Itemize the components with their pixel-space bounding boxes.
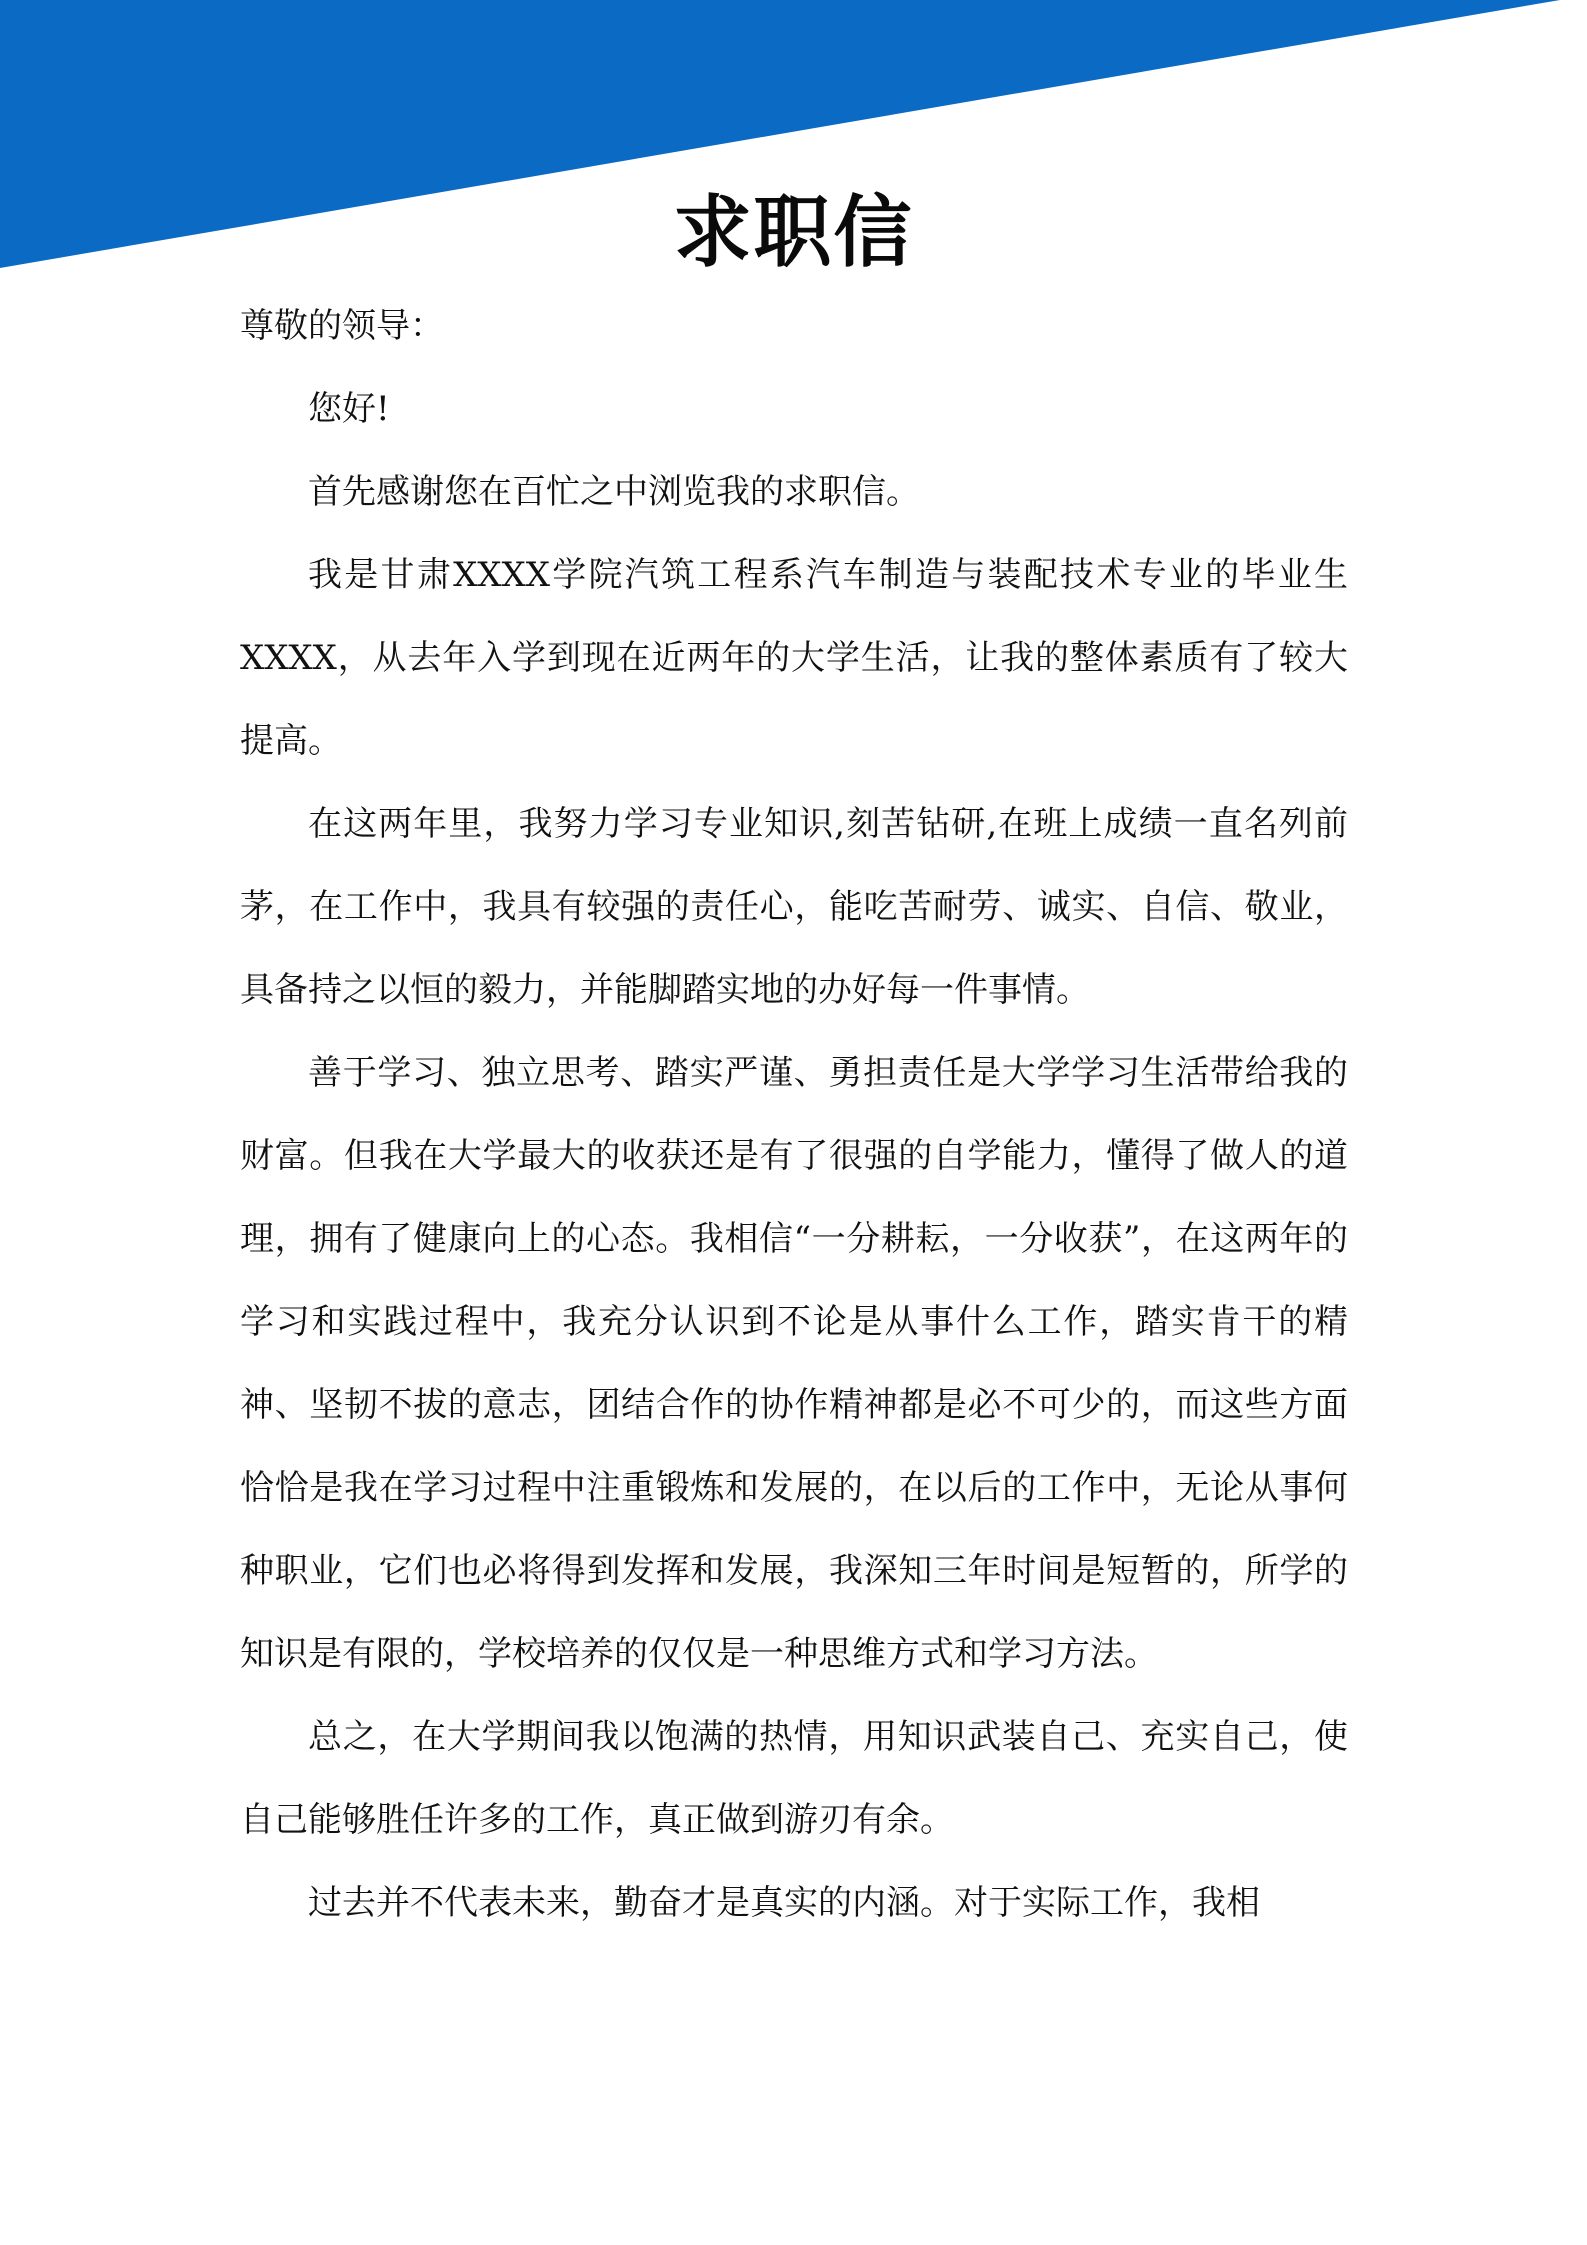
paragraph-study: 在这两年里，我努力学习专业知识,刻苦钻研,在班上成绩一直名列前茅，在工作中，我具有较强的责任心，能吃苦耐劳、诚实、自信、敬业，具备持之以恒的毅力，并能脚踏实地的办好每一件事情。 bbox=[240, 804, 1348, 1010]
paragraph-introduction: 我是甘肃XXXX学院汽筑工程系汽车制造与装配技术专业的毕业生XXXX，从去年入学到现在近两年的大学生活，让我的整体素质有了较大提高。 bbox=[240, 555, 1348, 761]
paragraph-greeting: 您好! bbox=[308, 389, 390, 429]
paragraph-summary: 总之，在大学期间我以饱满的热情，用知识武装自己、充实自己，使自己能够胜任许多的工作，真正做到游刃有余。 bbox=[240, 1717, 1348, 1840]
paragraph-thanks: 首先感谢您在百忙之中浏览我的求职信。 bbox=[308, 472, 920, 512]
paragraph-gains: 善于学习、独立思考、踏实严谨、勇担责任是大学学习生活带给我的财富。但我在大学最大的收获还是有了很强的自学能力，懂得了做人的道理，拥有了健康向上的心态。我相信“一分耕耘，一分收获”，在这两年的学习和实践过程中，我充分认识到不论是从事什么工作，踏实肯干的精神、坚韧不拔的意志，团结合作的协作精神都是必不可少的，而这些方面恰恰是我在学习过程中注重锻炼和发展的，在以后的工作中，无论从事何种职业，它们也必将得到发挥和发展，我深知三年时间是短暂的，所学的知识是有限的，学校培养的仅仅是一种思维方式和学习方法。 bbox=[240, 1053, 1348, 1674]
page-title: 求职信 bbox=[673, 188, 914, 278]
salutation: 尊敬的领导： bbox=[240, 306, 444, 346]
paragraph-future: 过去并不代表未来，勤奋才是真实的内涵。对于实际工作，我相 bbox=[308, 1883, 1260, 1923]
letter-body bbox=[240, 285, 1348, 1945]
